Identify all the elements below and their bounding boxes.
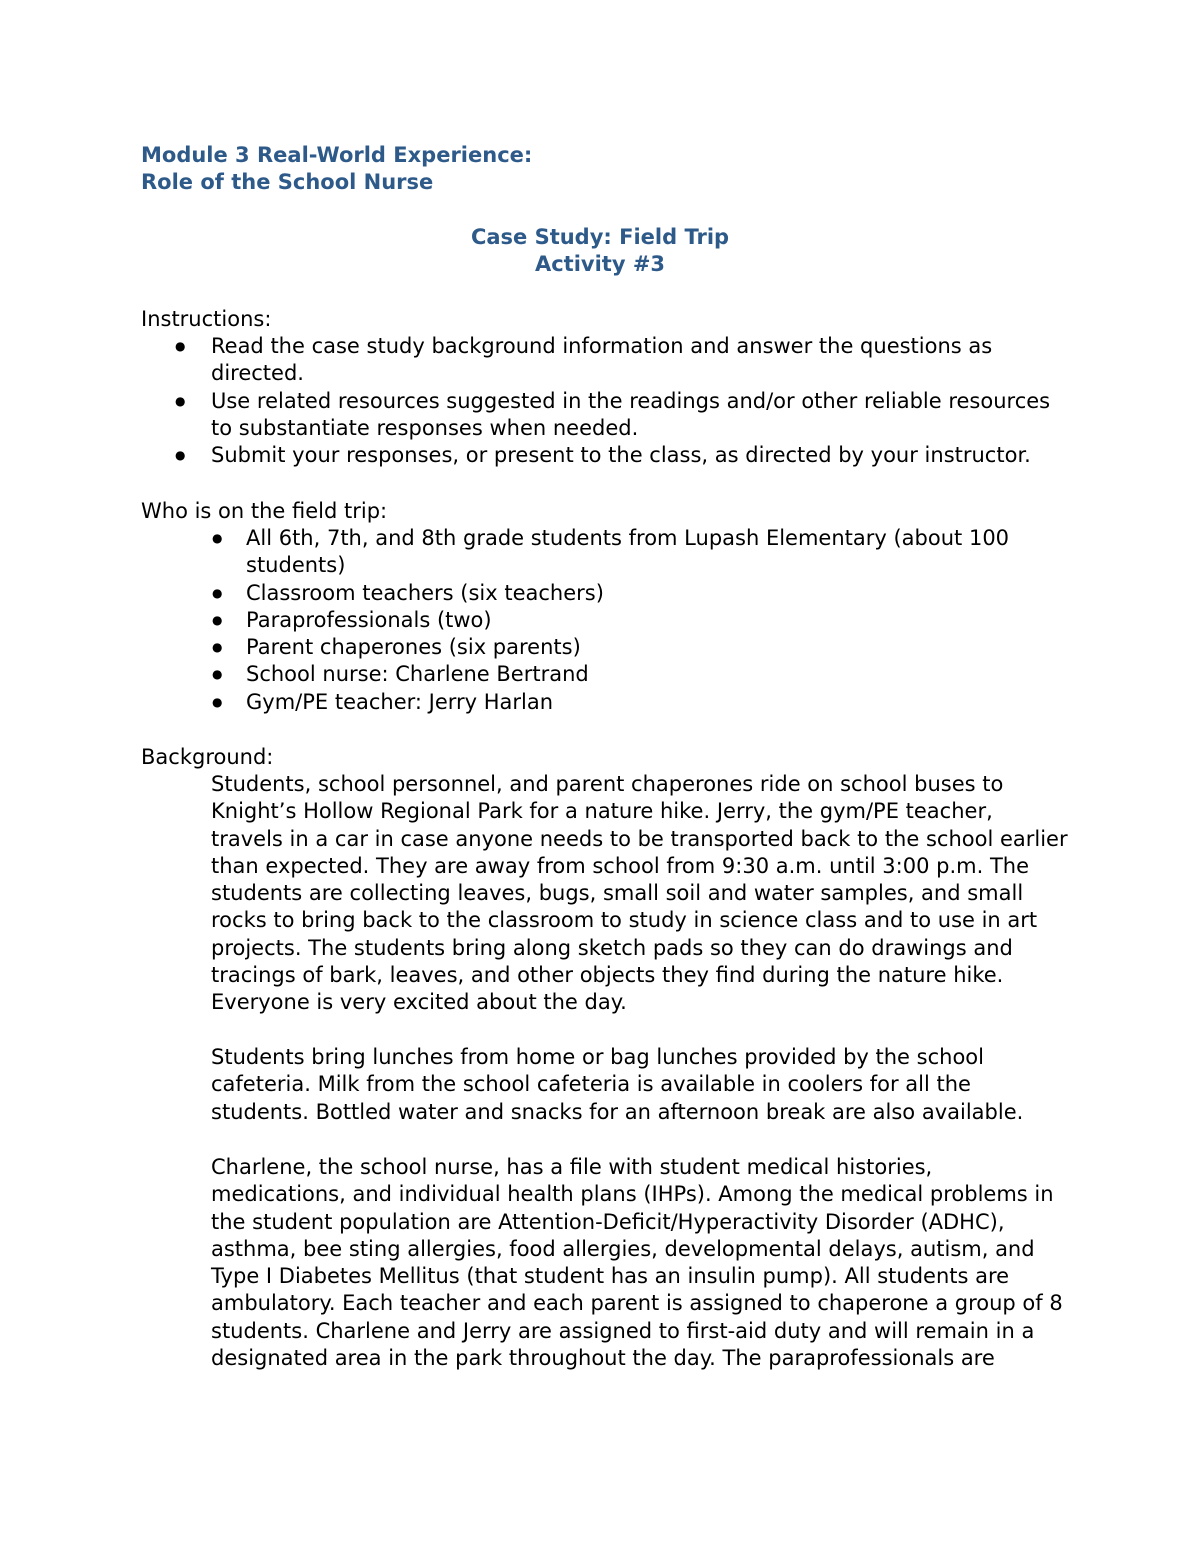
background-paragraph-1: Students, school personnel, and parent chaperones ride on school buses to Knight’s Hollow Regional Park for a nature hike. Jerry, the gym/PE teacher, travels in a car in case anyone needs to be transported back to the school earlier than expected. They are away from school from 9:30 a.m. until 3:00 p.m. The students are collecting leaves, bugs, small soil and water samples, and small rocks to bring back to the classroom to study in science class and to use in art projects. The students bring along sketch pads so they can do drawings and tracings of bark, leaves, and other objects they find during the nature hike. Everyone is very excited about the day. <box>211 772 1068 1015</box>
module-title: Module 3 Real-World Experience: <box>141 143 533 167</box>
attendees-list <box>246 525 1066 716</box>
case-study-title: Case Study: Field Trip <box>470 225 730 249</box>
attendees-label: Who is on the field trip: <box>141 499 388 523</box>
instructions-list <box>211 333 1071 469</box>
list-item: ● Submit your responses, or present to the class, as directed by your instructor. <box>211 442 1071 469</box>
list-item: ● All 6th, 7th, and 8th grade students from Lupash Elementary (about 100 students) <box>246 525 1066 580</box>
module-subtitle: Role of the School Nurse <box>141 170 434 194</box>
background-paragraph-2: Students bring lunches from home or bag lunches provided by the school cafeteria. Milk from the school cafeteria is available in coolers for all the students. Bottled water and snacks for an afternoon break are also available. <box>211 1045 1024 1124</box>
list-item: ● Paraprofessionals (two) <box>246 607 1066 634</box>
activity-number: Activity #3 <box>534 252 666 276</box>
list-item: ● Use related resources suggested in the readings and/or other reliable resources to substantiate responses when needed. <box>211 388 1071 443</box>
instructions-label: Instructions: <box>141 307 272 331</box>
list-item: ● Read the case study background information and answer the questions as directed. <box>211 333 1071 388</box>
list-item: ● Parent chaperones (six parents) <box>246 634 1066 661</box>
list-item: ● School nurse: Charlene Bertrand <box>246 661 1066 688</box>
list-item: ● Classroom teachers (six teachers) <box>246 580 1066 607</box>
list-item: ● Gym/PE teacher: Jerry Harlan <box>246 689 1066 716</box>
background-label: Background: <box>141 745 274 769</box>
background-paragraph-3: Charlene, the school nurse, has a file with student medical histories, medications, and individual health plans (IHPs). Among the medical problems in the student population are Attention-Deficit/Hyperactivity Disorder (ADHC), asthma, bee sting allergies, food allergies, developmental delays, autism, and Type I Diabetes Mellitus (that student has an insulin pump). All students are ambulatory. Each teacher and each parent is assigned to chaperone a group of 8 students. Charlene and Jerry are assigned to first-aid duty and will remain in a designated area in the park throughout the day. The paraprofessionals are <box>211 1155 1063 1371</box>
